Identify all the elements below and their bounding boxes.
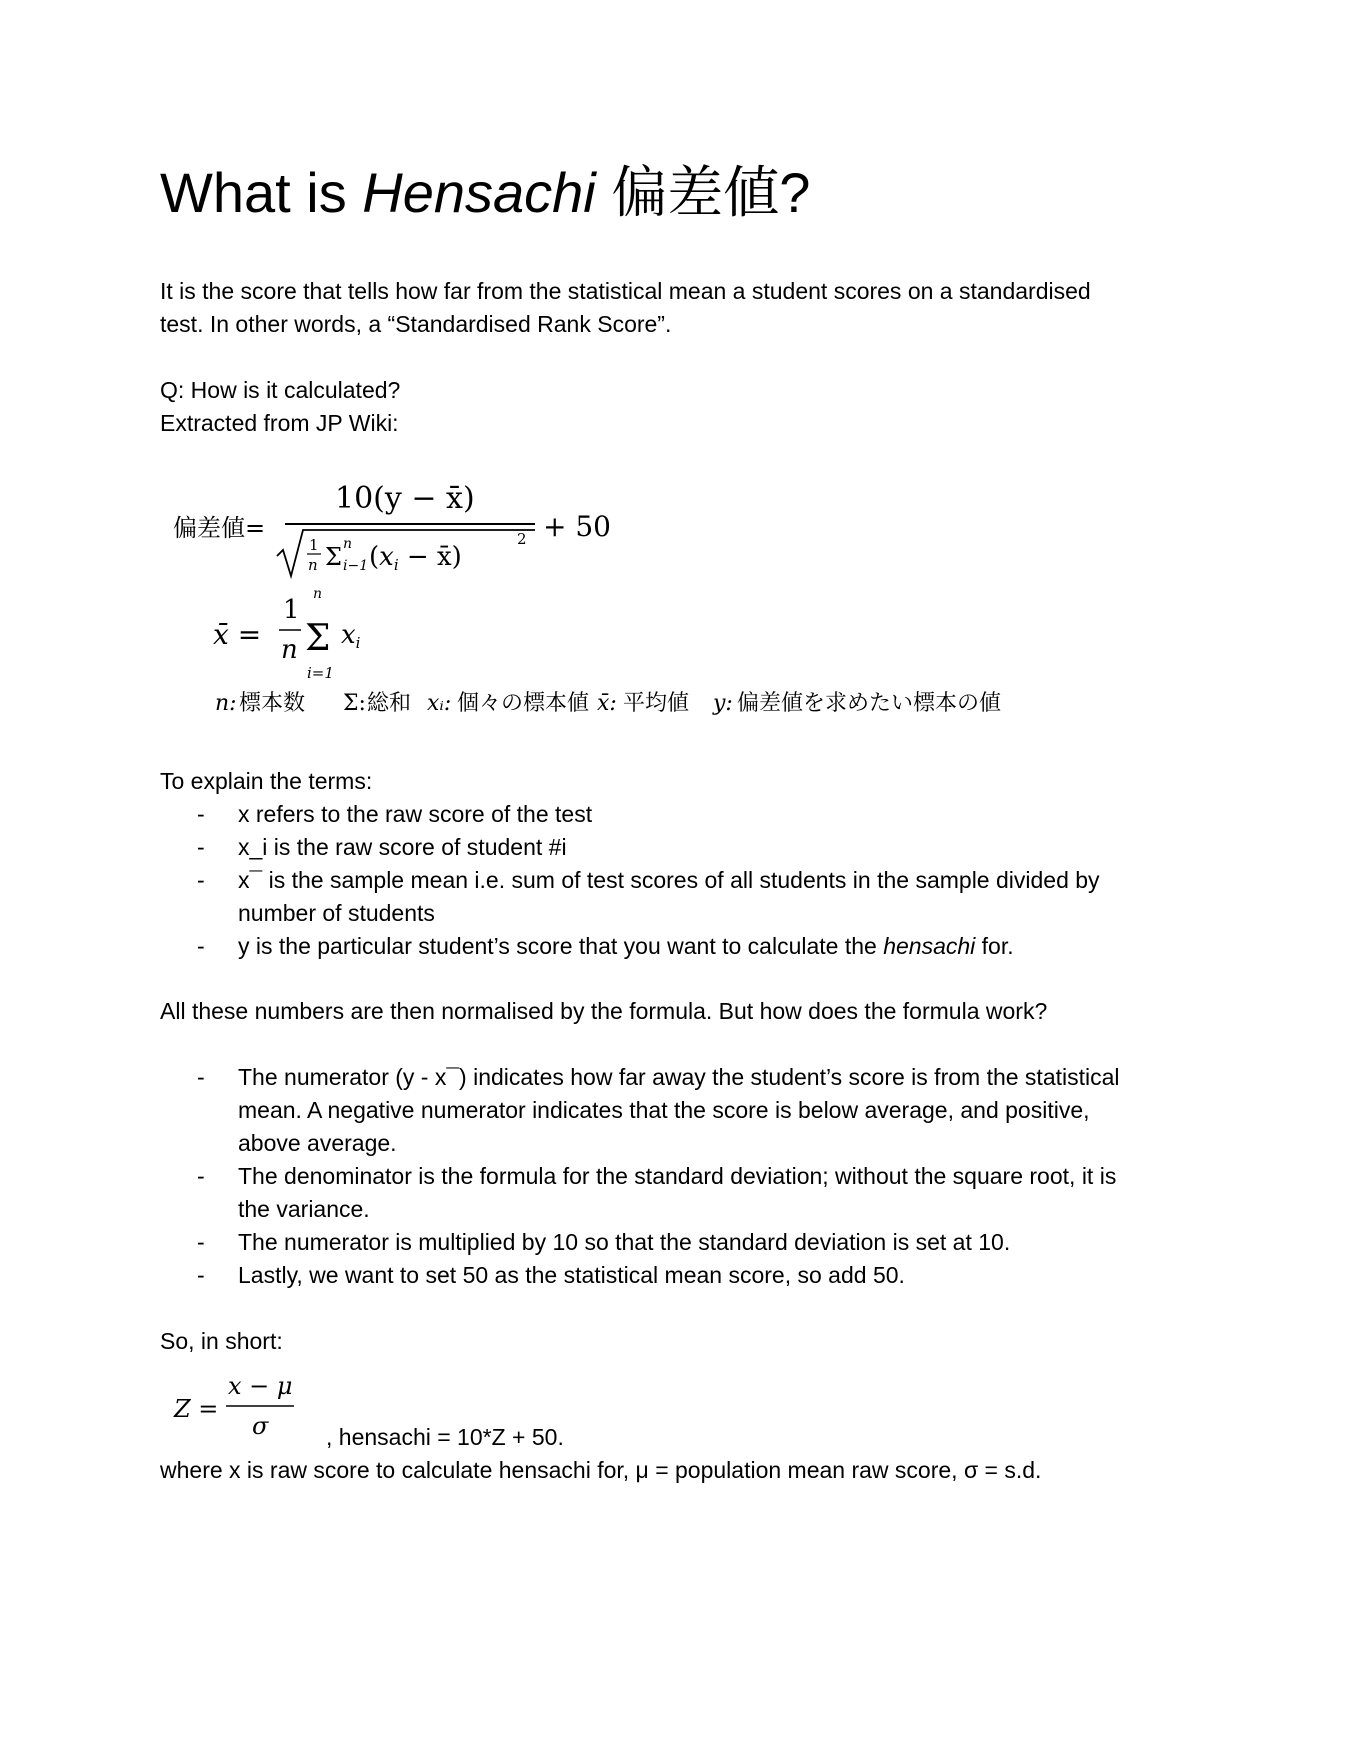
list-item: - The numerator (y - x¯) indicates how far away the student’s score is from the statistical mean. A negative numerator indicates that the score is below average, and positive, above average.	[197, 1064, 1120, 1156]
legend-sigma: Σ:	[343, 691, 366, 716]
mean-sum-symbol: Σ	[305, 618, 331, 659]
terms-list	[160, 798, 1200, 963]
denominator-body: (xi − x̄)	[369, 542, 462, 574]
list-item: - x refers to the raw score of the test	[197, 801, 593, 827]
z-numerator: x − μ	[228, 1372, 293, 1400]
normalised-line: All these numbers are then normalised by the formula. But how does the formula work?	[160, 998, 1048, 1024]
legend-xi-text: 個々の標本値	[457, 691, 590, 716]
title-suffix: 偏差値?	[595, 161, 811, 224]
z-denominator: σ	[252, 1412, 269, 1440]
legend-n-text: 標本数	[239, 691, 306, 716]
mean-frac-1: 1	[283, 595, 300, 625]
hensachi-equation: , hensachi = 10*Z + 50.	[326, 1424, 564, 1450]
legend-xbar: x̄:	[597, 691, 617, 716]
intro-line-1: It is the score that tells how far from the statistical mean a student scores on a standardised	[160, 278, 1091, 304]
mean-sum-upper: n	[313, 586, 323, 602]
list-item: - The denominator is the formula for the standard deviation; without the square root, it is the variance.	[197, 1163, 1117, 1222]
sum-symbol: Σ	[325, 543, 342, 571]
legend-y-text: 偏差値を求めたい標本の値	[737, 691, 1002, 716]
formula-numerator: 10(y − x̄)	[335, 481, 475, 516]
mean-lhs: x̄ =	[213, 618, 262, 651]
list-item: - x¯ is the sample mean i.e. sum of test scores of all students in the sample divided by number of students	[197, 867, 1100, 926]
how-list	[160, 1061, 1200, 1292]
list-item: - The numerator is multiplied by 10 so that the standard deviation is set at 10.	[197, 1229, 1011, 1255]
mean-frac-n: n	[281, 635, 298, 665]
legend-y: y:	[713, 691, 733, 716]
title-prefix: What is	[160, 161, 363, 224]
list-item: - y is the particular student’s score that you want to calculate the hensachi for.	[197, 933, 1014, 959]
title-italic: Hensachi	[362, 161, 596, 224]
formula-plus-50: + 50	[543, 510, 611, 543]
formula-lhs: 偏差値=	[173, 514, 266, 542]
square-exponent: 2	[517, 530, 527, 548]
source-text: Extracted from JP Wiki:	[160, 410, 399, 436]
intro-line-2: test. In other words, a “Standardised Rank Score”.	[160, 311, 672, 337]
legend-xi: xᵢ:	[427, 691, 452, 716]
sum-lower: i−1	[343, 558, 369, 574]
sum-upper: n	[343, 536, 353, 552]
frac-n: n	[308, 556, 318, 574]
legend-n: n:	[215, 691, 237, 716]
legend-sigma-text: 総和	[367, 691, 412, 716]
hensachi-formula	[165, 478, 1085, 738]
page-title	[160, 160, 810, 226]
list-item: - x_i is the raw score of student #i	[197, 834, 567, 860]
z-score-formula	[160, 1370, 330, 1450]
mean-sum-lower: i=1	[307, 664, 334, 682]
short-heading: So, in short:	[160, 1328, 283, 1354]
question-text: Q: How is it calculated?	[160, 377, 401, 403]
legend-xbar-text: 平均値	[623, 691, 690, 716]
list-item: - Lastly, we want to set 50 as the statistical mean score, so add 50.	[197, 1262, 905, 1288]
mean-xi: xi	[341, 620, 361, 652]
where-line: where x is raw score to calculate hensachi for, μ = population mean raw score, σ = s.d.	[160, 1457, 1042, 1483]
frac-1: 1	[309, 536, 319, 554]
terms-heading: To explain the terms:	[160, 768, 373, 794]
z-lhs: Z =	[174, 1395, 219, 1423]
formula-legend	[215, 691, 1001, 716]
